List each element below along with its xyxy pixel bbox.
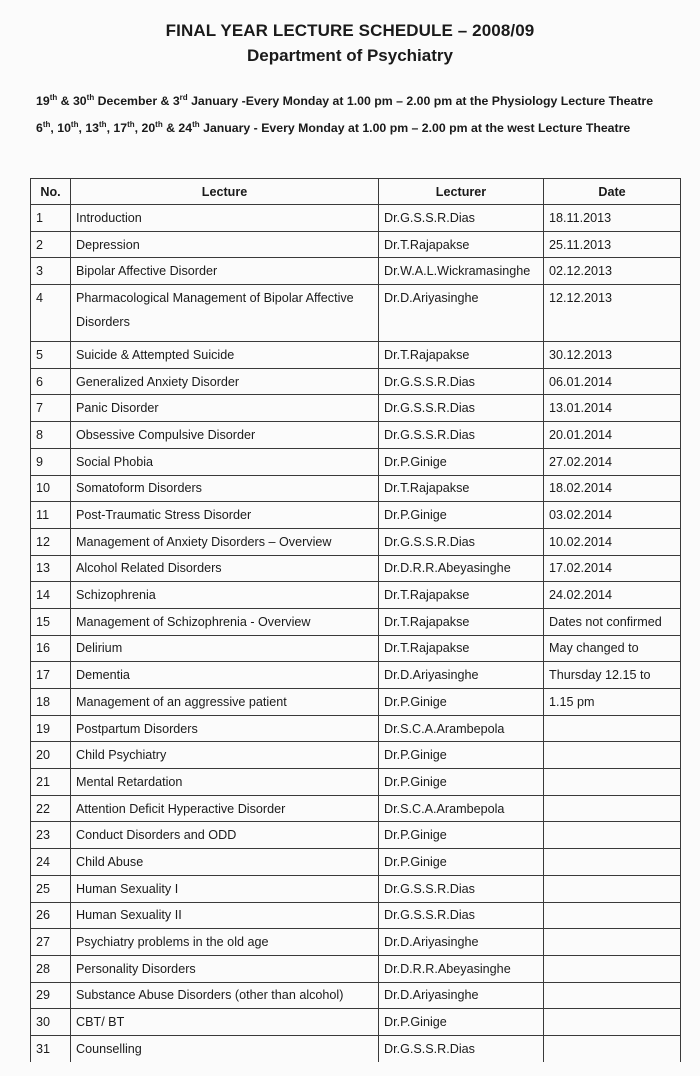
document-title: FINAL YEAR LECTURE SCHEDULE – 2008/09 <box>165 21 535 40</box>
column-header-no: No. <box>31 179 71 205</box>
department-name: Department of Psychiatry <box>247 46 453 65</box>
lecture-title: Conduct Disorders and ODD <box>71 822 379 849</box>
lecture-title: Post-Traumatic Stress Disorder <box>71 502 379 529</box>
lecture-date <box>544 929 681 956</box>
lecturer-name: Dr.T.Rajapakse <box>379 635 544 662</box>
lecture-number: 23 <box>31 822 71 849</box>
table-row <box>31 929 681 956</box>
table-row <box>31 395 681 422</box>
lecturer-name: Dr.P.Ginige <box>379 769 544 796</box>
lecture-date <box>544 849 681 876</box>
lecture-title: Management of Schizophrenia - Overview <box>71 608 379 635</box>
lecture-date: 24.02.2014 <box>544 582 681 609</box>
lecture-date: 06.01.2014 <box>544 368 681 395</box>
lecturer-name: Dr.D.Ariyasinghe <box>379 285 544 342</box>
lecture-title: Postpartum Disorders <box>71 715 379 742</box>
table-row <box>31 422 681 449</box>
lecture-title: Counselling <box>71 1035 379 1061</box>
table-row <box>31 875 681 902</box>
lecture-title: Attention Deficit Hyperactive Disorder <box>71 795 379 822</box>
column-header-lecture: Lecture <box>71 179 379 205</box>
table-row <box>31 475 681 502</box>
lecture-date <box>544 795 681 822</box>
lecture-title: Panic Disorder <box>71 395 379 422</box>
lecture-date: 13.01.2014 <box>544 395 681 422</box>
lecture-number: 13 <box>31 555 71 582</box>
lecture-number: 9 <box>31 448 71 475</box>
lecture-title: Obsessive Compulsive Disorder <box>71 422 379 449</box>
table-row <box>31 555 681 582</box>
lecturer-name: Dr.P.Ginige <box>379 849 544 876</box>
lecture-title: Pharmacological Management of Bipolar Affective Disorders <box>71 285 379 342</box>
lecture-title: Human Sexuality II <box>71 902 379 929</box>
lecture-number: 14 <box>31 582 71 609</box>
lecturer-name: Dr.T.Rajapakse <box>379 475 544 502</box>
lecturer-name: Dr.G.S.S.R.Dias <box>379 902 544 929</box>
table-row <box>31 285 681 342</box>
lecture-title: Substance Abuse Disorders (other than alcohol) <box>71 982 379 1009</box>
table-row <box>31 582 681 609</box>
lecture-date <box>544 902 681 929</box>
lecture-date: 10.02.2014 <box>544 528 681 555</box>
lecture-title: Social Phobia <box>71 448 379 475</box>
lecturer-name: Dr.T.Rajapakse <box>379 582 544 609</box>
lecture-number: 17 <box>31 662 71 689</box>
lecture-number: 7 <box>31 395 71 422</box>
lecture-date: 20.01.2014 <box>544 422 681 449</box>
lecture-date: 27.02.2014 <box>544 448 681 475</box>
lecture-date: May changed to <box>544 635 681 662</box>
table-row <box>31 769 681 796</box>
lecture-date: 1.15 pm <box>544 689 681 716</box>
schedule-line-1: 19th & 30th December & 3rd January -Every Monday at 1.00 pm – 2.00 pm at the Physiology Lecture Theatre <box>36 93 654 108</box>
table-row <box>31 1009 681 1036</box>
lecture-title: Management of Anxiety Disorders – Overview <box>71 528 379 555</box>
lecture-title: CBT/ BT <box>71 1009 379 1036</box>
lecture-date: 30.12.2013 <box>544 342 681 369</box>
lecturer-name: Dr.P.Ginige <box>379 822 544 849</box>
table-row <box>31 448 681 475</box>
lecturer-name: Dr.S.C.A.Arambepola <box>379 795 544 822</box>
lecturer-name: Dr.D.Ariyasinghe <box>379 929 544 956</box>
lecture-date <box>544 715 681 742</box>
lecture-date: 18.11.2013 <box>544 205 681 232</box>
lecture-date: 03.02.2014 <box>544 502 681 529</box>
table-row <box>31 822 681 849</box>
lecture-date <box>544 742 681 769</box>
lecture-number: 25 <box>31 875 71 902</box>
lecturer-name: Dr.G.S.S.R.Dias <box>379 368 544 395</box>
lecturer-name: Dr.G.S.S.R.Dias <box>379 528 544 555</box>
table-row <box>31 742 681 769</box>
table-row <box>31 955 681 982</box>
table-row <box>31 715 681 742</box>
table-row <box>31 342 681 369</box>
table-row <box>31 528 681 555</box>
lecture-title: Introduction <box>71 205 379 232</box>
lecture-number: 18 <box>31 689 71 716</box>
table-row <box>31 205 681 232</box>
table-row <box>31 689 681 716</box>
lecturer-name: Dr.G.S.S.R.Dias <box>379 395 544 422</box>
table-row <box>31 635 681 662</box>
lecture-title: Delirium <box>71 635 379 662</box>
lecture-title: Child Psychiatry <box>71 742 379 769</box>
lecture-title: Psychiatry problems in the old age <box>71 929 379 956</box>
lecture-number: 19 <box>31 715 71 742</box>
lecture-number: 2 <box>31 231 71 258</box>
lecturer-name: Dr.D.R.R.Abeyasinghe <box>379 555 544 582</box>
lecture-date: 18.02.2014 <box>544 475 681 502</box>
table-row <box>31 902 681 929</box>
lecture-number: 5 <box>31 342 71 369</box>
lecturer-name: Dr.T.Rajapakse <box>379 342 544 369</box>
lecture-date <box>544 769 681 796</box>
lecture-title: Depression <box>71 231 379 258</box>
lecture-number: 11 <box>31 502 71 529</box>
lecturer-name: Dr.G.S.S.R.Dias <box>379 205 544 232</box>
table-row <box>31 849 681 876</box>
lecture-date: 12.12.2013 <box>544 285 681 342</box>
lecture-title: Generalized Anxiety Disorder <box>71 368 379 395</box>
lecture-number: 3 <box>31 258 71 285</box>
lecturer-name: Dr.G.S.S.R.Dias <box>379 875 544 902</box>
table-row <box>31 231 681 258</box>
lecture-title: Human Sexuality I <box>71 875 379 902</box>
lecture-number: 24 <box>31 849 71 876</box>
lecture-title: Dementia <box>71 662 379 689</box>
schedule-line-2: 6th, 10th, 13th, 17th, 20th & 24th January - Every Monday at 1.00 pm – 2.00 pm at the west Lecture Theatre <box>36 120 631 135</box>
lecture-number: 10 <box>31 475 71 502</box>
lecture-title: Alcohol Related Disorders <box>71 555 379 582</box>
lecture-number: 15 <box>31 608 71 635</box>
lecturer-name: Dr.W.A.L.Wickramasinghe <box>379 258 544 285</box>
lecture-title: Somatoform Disorders <box>71 475 379 502</box>
lecture-title: Personality Disorders <box>71 955 379 982</box>
table-row <box>31 795 681 822</box>
lecturer-name: Dr.D.Ariyasinghe <box>379 662 544 689</box>
lecturer-name: Dr.T.Rajapakse <box>379 231 544 258</box>
lecture-number: 28 <box>31 955 71 982</box>
table-row <box>31 502 681 529</box>
table-body <box>31 205 681 1062</box>
lecture-title: Mental Retardation <box>71 769 379 796</box>
lecturer-name: Dr.P.Ginige <box>379 502 544 529</box>
lecture-date <box>544 875 681 902</box>
lecture-number: 20 <box>31 742 71 769</box>
table-row <box>31 662 681 689</box>
lecture-title: Suicide & Attempted Suicide <box>71 342 379 369</box>
lecture-title: Management of an aggressive patient <box>71 689 379 716</box>
lecture-number: 29 <box>31 982 71 1009</box>
lecturer-name: Dr.P.Ginige <box>379 689 544 716</box>
lecturer-name: Dr.P.Ginige <box>379 742 544 769</box>
lecture-date <box>544 1009 681 1036</box>
lecture-date <box>544 822 681 849</box>
lecture-title: Child Abuse <box>71 849 379 876</box>
lecture-number: 31 <box>31 1035 71 1061</box>
column-header-lecturer: Lecturer <box>379 179 544 205</box>
lecture-schedule-table <box>30 178 681 1062</box>
lecturer-name: Dr.D.Ariyasinghe <box>379 982 544 1009</box>
lecture-number: 26 <box>31 902 71 929</box>
lecture-date: Thursday 12.15 to <box>544 662 681 689</box>
lecture-number: 4 <box>31 285 71 342</box>
column-header-date: Date <box>544 179 681 205</box>
lecture-date: Dates not confirmed <box>544 608 681 635</box>
table-row <box>31 368 681 395</box>
lecture-number: 8 <box>31 422 71 449</box>
table-row <box>31 982 681 1009</box>
lecture-number: 6 <box>31 368 71 395</box>
lecture-number: 21 <box>31 769 71 796</box>
lecture-title: Bipolar Affective Disorder <box>71 258 379 285</box>
lecturer-name: Dr.P.Ginige <box>379 448 544 475</box>
lecture-date: 25.11.2013 <box>544 231 681 258</box>
lecture-date <box>544 955 681 982</box>
lecture-number: 22 <box>31 795 71 822</box>
lecture-title: Schizophrenia <box>71 582 379 609</box>
lecturer-name: Dr.P.Ginige <box>379 1009 544 1036</box>
lecture-date <box>544 1035 681 1061</box>
lecture-number: 27 <box>31 929 71 956</box>
table-row <box>31 608 681 635</box>
lecture-number: 30 <box>31 1009 71 1036</box>
lecturer-name: Dr.T.Rajapakse <box>379 608 544 635</box>
lecture-date: 02.12.2013 <box>544 258 681 285</box>
lecture-number: 12 <box>31 528 71 555</box>
lecturer-name: Dr.G.S.S.R.Dias <box>379 1035 544 1061</box>
lecture-date: 17.02.2014 <box>544 555 681 582</box>
lecturer-name: Dr.S.C.A.Arambepola <box>379 715 544 742</box>
lecture-number: 16 <box>31 635 71 662</box>
lecturer-name: Dr.G.S.S.R.Dias <box>379 422 544 449</box>
lecture-date <box>544 982 681 1009</box>
table-row <box>31 1035 681 1061</box>
table-row <box>31 258 681 285</box>
table-header-row <box>31 179 681 205</box>
lecture-number: 1 <box>31 205 71 232</box>
lecturer-name: Dr.D.R.R.Abeyasinghe <box>379 955 544 982</box>
